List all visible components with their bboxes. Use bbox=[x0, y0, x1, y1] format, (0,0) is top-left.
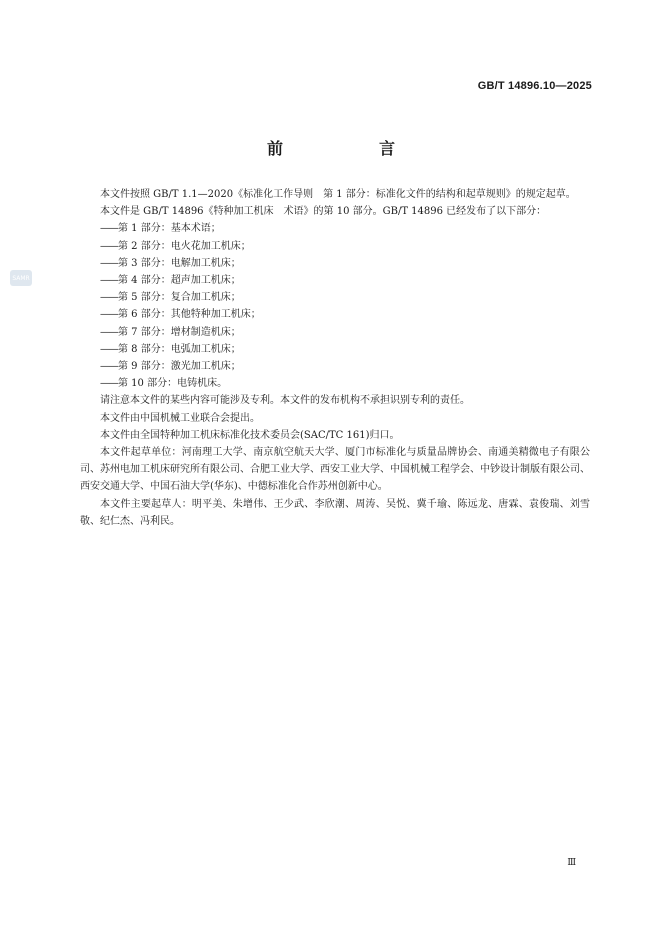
dash-marker: —— bbox=[100, 343, 118, 355]
watermark-badge: SAMR bbox=[10, 270, 32, 286]
list-item-text: 第 1 部分：基本术语； bbox=[118, 223, 221, 235]
list-item bbox=[80, 272, 590, 289]
paragraph: 本文件由全国特种加工机床标准化技术委员会(SAC/TC 161)归口。 bbox=[100, 429, 400, 441]
list-item bbox=[80, 324, 590, 341]
list-item-text: 第 9 部分：激光加工机床； bbox=[118, 361, 241, 373]
list-item-text: 第 10 部分：电铸机床。 bbox=[118, 378, 228, 390]
paragraph: 请注意本文件的某些内容可能涉及专利。本文件的发布机构不承担识别专利的责任。 bbox=[100, 395, 470, 407]
dash-marker: —— bbox=[100, 326, 118, 338]
list-item-text: 第 2 部分：电火花加工机床； bbox=[118, 240, 251, 252]
list-item bbox=[80, 375, 590, 392]
paragraph: 本文件是 GB/T 14896《特种加工机床 术语》的第 10 部分。GB/T 14896 已经发布了以下部分： bbox=[100, 206, 547, 218]
paragraph: 本文件按照 GB/T 1.1—2020《标准化工作导则 第 1 部分：标准化文件的结构和起草规则》的规定起草。 bbox=[100, 189, 576, 200]
dash-marker: —— bbox=[100, 361, 118, 373]
list-item-text: 第 6 部分：其他特种加工机床； bbox=[118, 309, 261, 321]
list-item-text: 第 3 部分：电解加工机床； bbox=[118, 257, 241, 269]
document-body bbox=[80, 186, 590, 530]
dash-marker: —— bbox=[100, 378, 118, 390]
list-item bbox=[80, 238, 590, 255]
list-item bbox=[80, 289, 590, 306]
list-item-text: 第 7 部分：增材制造机床； bbox=[118, 326, 241, 338]
dash-marker: —— bbox=[100, 292, 118, 304]
list-item bbox=[80, 306, 590, 323]
list-item bbox=[80, 220, 590, 237]
paragraph: 本文件主要起草人：明平美、朱增伟、王少武、李欣潮、周涛、吴悦、冀千瑜、陈远龙、唐霖、袁俊瑞、刘雪敬、纪仁杰、冯利民。 bbox=[80, 498, 590, 527]
list-item bbox=[80, 255, 590, 272]
paragraph: 本文件由中国机械工业联合会提出。 bbox=[100, 412, 260, 424]
dash-marker: —— bbox=[100, 309, 118, 321]
dash-marker: —— bbox=[100, 240, 118, 252]
dash-marker: —— bbox=[100, 223, 118, 235]
page-number: Ⅲ bbox=[567, 858, 576, 868]
list-item-text: 第 4 部分：超声加工机床； bbox=[118, 275, 241, 287]
list-item-text: 第 5 部分：复合加工机床； bbox=[118, 292, 241, 304]
dash-marker: —— bbox=[100, 275, 118, 287]
dash-marker: —— bbox=[100, 257, 118, 269]
list-item bbox=[80, 341, 590, 358]
list-item bbox=[80, 358, 590, 375]
page-title: 前 言 bbox=[266, 139, 435, 158]
list-item-text: 第 8 部分：电弧加工机床； bbox=[118, 343, 241, 355]
standard-code: GB/T 14896.10—2025 bbox=[477, 80, 592, 92]
paragraph: 本文件起草单位：河南理工大学、南京航空航天大学、厦门市标准化与质量品牌协会、南通美精微电子有限公司、苏州电加工机床研究所有限公司、合肥工业大学、西安工业大学、中国机械工程学会、中钞设计制版有限公司、西安交通大学、中国石油大学(华东)、中德标准化合作苏州创新中心。 bbox=[80, 447, 590, 493]
